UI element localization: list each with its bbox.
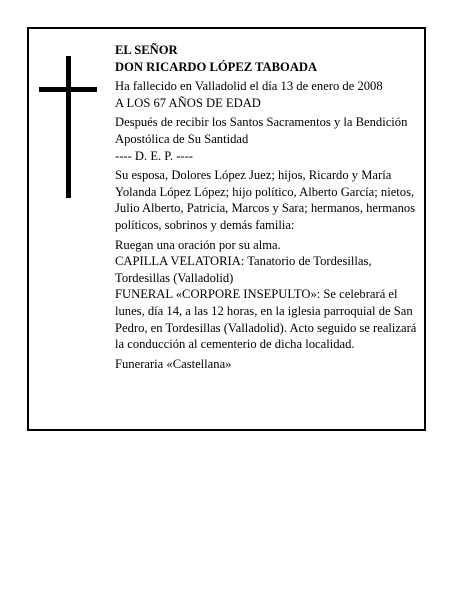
family-statement: Su esposa, Dolores López Juez; hijos, Ricardo y María Yolanda López López; hijo político, Alberto García; nietos, Julio Alberto, Patricia, Marcos y Sara; hermanos, hermanos políticos, sobrinos y demás familia: bbox=[115, 168, 416, 232]
chapel-info: CAPILLA VELATORIA: Tanatorio de Tordesillas, Tordesillas (Valladolid) bbox=[115, 254, 372, 285]
prayer-request: Ruegan una oración por su alma. bbox=[115, 237, 281, 252]
obituary-notice bbox=[27, 27, 426, 431]
cross-vertical-bar bbox=[66, 56, 71, 198]
funeral-info: FUNERAL «CORPORE INSEPULTO»: Se celebrará el lunes, día 14, a las 12 horas, en la iglesia parroquial de San Pedro, en Tordesillas (Valladolid). Acto seguido se realizará la conducción al cementerio de dicha localidad. bbox=[115, 287, 417, 352]
cross-horizontal-bar bbox=[39, 87, 97, 92]
cross-icon bbox=[39, 56, 97, 198]
deceased-name: DON RICARDO LÓPEZ TABOADA bbox=[115, 59, 318, 74]
sacraments-statement: Después de recibir los Santos Sacramentos y la Bendición Apostólica de Su Santidad bbox=[115, 115, 408, 146]
age-statement: A LOS 67 AÑOS DE EDAD bbox=[115, 95, 261, 110]
funeral-home: Funeraria «Castellana» bbox=[115, 356, 232, 371]
rip-line: ---- D. E. P. ---- bbox=[115, 148, 193, 163]
death-statement: Ha fallecido en Valladolid el día 13 de enero de 2008 bbox=[115, 79, 383, 94]
honorific-line: EL SEÑOR bbox=[115, 43, 178, 57]
notice-text bbox=[115, 42, 427, 372]
